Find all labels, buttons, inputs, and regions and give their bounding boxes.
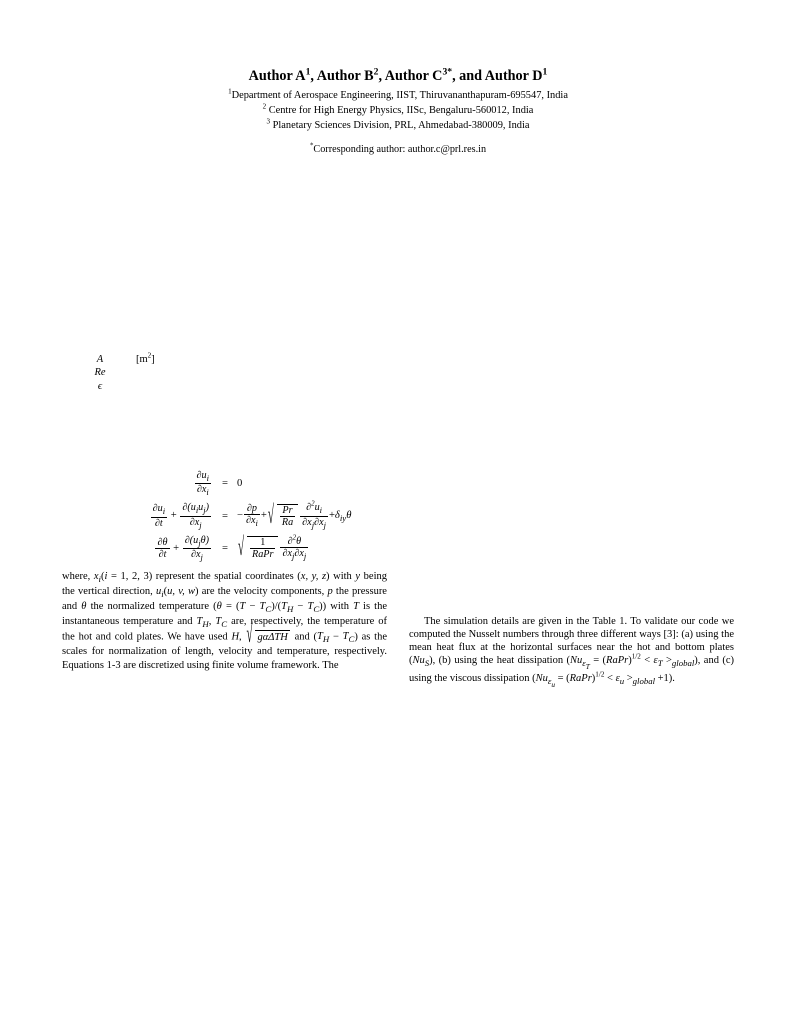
subsection-31-body: The simulation details are given in the Table 1. To validate our code we computed the Nusselt numbers through three different ways [3]: (a) using the mean heat flux at the horizontal surfaces near the hot and bottom plates $(Nu_S)$, (b) using the heat dissipation ($Nu_{\varepsilon_T}$ = (RaPr)$^{1/2}$ < $\varepsilon_T >_{global}$), and (c) using the viscous dissipation ($Nu_{\varepsilon_u}$ = (RaPr)$^{1/2}$ < $\varepsilon_u >_{global} +1$). [409,616,735,689]
equation-block [62,470,387,562]
section-1-heading [62,402,387,414]
nomenclature-table [84,353,161,393]
nomenclature-description [122,380,136,393]
equation-1-rhs: 0 [237,478,243,490]
chart-container [409,352,734,604]
equation-3 [62,535,387,562]
equation-2-rhs: − $\frac{\partial p}{\partial x_i}$ + √ $\frac{Pr}{Ra}$ $\frac{\partial^2u_i}{\partial x_j\partial x_j}$ $+\delta_{iy}\theta$ [231,502,361,529]
table-row [84,353,161,366]
paper-header-block [62,46,734,167]
equation-1-equals: = [222,478,228,490]
table-row [84,380,161,393]
nomenclature-symbol: A [96,354,104,365]
equation-2-equals: = [222,510,228,522]
nomenclature-unit: $[m^2]$ [136,351,155,365]
nomenclature-symbol: Re [94,367,106,379]
table-row [84,366,161,379]
nomenclature-unit [136,380,161,393]
nomenclature-description [122,353,136,366]
left-column [62,352,387,672]
volume-fraction-chart [409,352,734,604]
affiliation-list [62,89,734,133]
nomenclature-symbol: ϵ [97,380,103,392]
where-paragraph: where, $x_i(i = 1$, 2, 3) represent the spatial coordinates (x, y, z) with y being the vertical direction, $u_i(u$, v, w) are the velocity components, p the pressure and θ the normalized temperature $(\theta = (T - T_C)/(T_H - T_C))$ with T is the instantaneous temperature and $T_H$, $T_C$ are, respectively, the temperature of the hot and cold plates. We have used H, √ gαΔTH and $(T_H - T_C)$ as the scales for normalization of length, velocity and temperature, respectively. Equations 1-3 are discretized using finite volume framework. The [62,570,387,671]
right-column [409,352,734,690]
equation-2 [62,502,387,529]
equation-3-rhs: √ $\frac{1}{\text{RaPr}}$ $\frac{\partial^2\theta}{\partial x_j\partial x_j}$ [231,536,361,561]
equation-3-lhs: $\frac{\partial\theta}{\partial t}$ + $\frac{\partial(u_j\theta)}{\partial x_j}$ [157,534,209,562]
author-list: Author $A^1$, Author $B^2$, Author $C^{3*}$, and Author $D^1$ [248,66,548,84]
equation-1 [62,470,387,497]
affiliation-3: $^3$ Planetary Sciences Division, PRL, Ahmedabad-380009, India [266,117,530,131]
nomenclature-description [122,366,136,379]
equation-3-equals: = [222,542,228,554]
section-3-heading [62,444,387,456]
figure-1 [409,352,734,604]
affiliation-2: $^2$ Centre for High Energy Physics, IISc, Bengaluru-560012, India [262,102,534,116]
corresponding-author: *Corresponding author: author.c@prl.res.in [309,142,487,156]
nomenclature-unit [136,366,161,379]
equation-1-lhs: $\frac{\partial u_i}{\partial x_i}$ [196,469,209,498]
two-column-body [62,352,734,952]
equation-2-lhs: $\frac{\partial u_i}{\partial t}$ + $\frac{\partial(u_iu_j)}{\partial x_j}$ [152,502,209,530]
section-2-heading [62,423,387,435]
affiliation-1: $^1$Department of Aerospace Engineering, IIST, Thiruvananthapuram-695547, India [228,87,568,101]
